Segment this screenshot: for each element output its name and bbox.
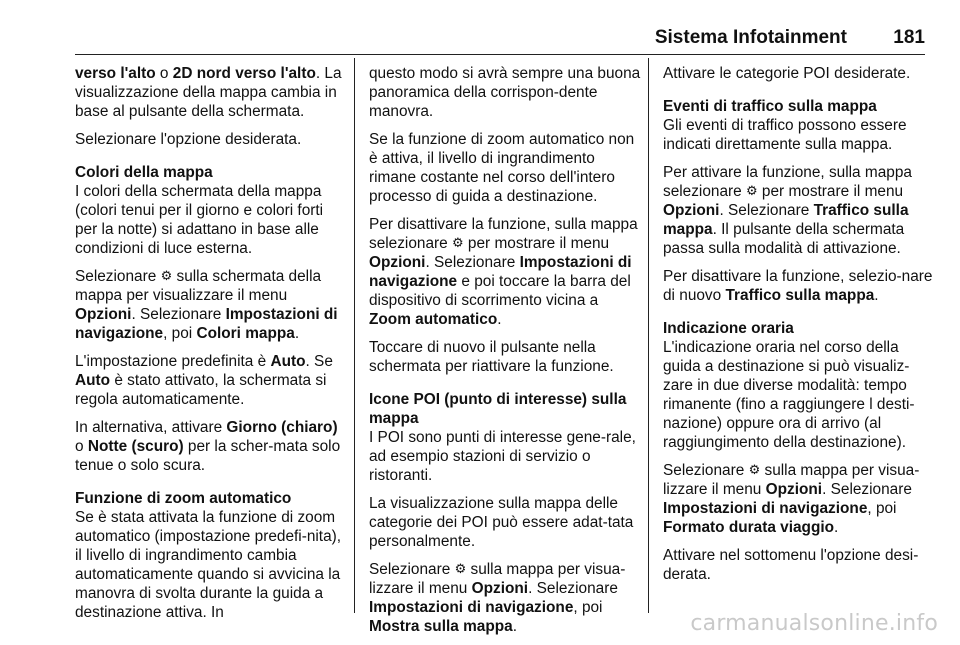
text: per mostrare il menu	[757, 183, 904, 200]
bold-term: Opzioni	[663, 202, 720, 219]
bold-term: Mostra sulla mappa	[369, 618, 513, 635]
text: Selezionare	[75, 268, 161, 285]
text: per la scher-mata solo tenue o solo scura.	[75, 438, 341, 474]
paragraph	[663, 267, 935, 305]
settings-icon: ⚙	[746, 183, 758, 198]
bold-term: Impostazioni di navigazione	[75, 306, 338, 342]
text: sulla schermata della mappa per visualizzare il menu	[75, 268, 322, 304]
text: e poi toccare la barra del dispositivo di scorrimento vicina a	[369, 273, 631, 309]
bold-term: Colori mappa	[196, 325, 295, 342]
bold-term: Impostazioni di navigazione	[369, 599, 574, 616]
bold-term: Impostazioni di navigazione	[369, 254, 632, 290]
bold-term: Notte (scuro)	[87, 438, 184, 455]
paragraph: questo modo si avrà sempre una buona panoramica della corrispon-dente manovra.	[369, 65, 641, 120]
text: . Selezionare	[528, 580, 618, 597]
text: .	[874, 287, 879, 304]
column-divider-1	[354, 58, 355, 613]
text: , poi	[573, 599, 603, 616]
paragraph	[75, 267, 347, 343]
settings-icon: ⚙	[748, 462, 761, 477]
text: Selezionare	[663, 462, 749, 479]
page-number: 181	[893, 27, 925, 48]
text-column-2	[369, 64, 641, 645]
bold-term: Traffico sulla mappa	[663, 202, 909, 238]
bold-term: Formato durata viaggio	[663, 519, 835, 536]
text: per mostrare il menu	[463, 235, 610, 252]
watermark: carmanualsonline.info	[690, 611, 938, 636]
text: o	[155, 65, 173, 82]
text: .	[834, 519, 839, 536]
paragraph: La visualizzazione sulla mappa delle categorie dei POI può essere adat-tata personalmente.	[369, 495, 634, 550]
section-heading-map-colors: Colori della mappa	[75, 164, 213, 181]
text: . Il pulsante della schermata passa sulla modalità di attivazione.	[663, 221, 905, 257]
paragraph: I POI sono punti di interesse gene-rale, ad esempio stazioni di servizio o ristoranti.	[369, 429, 636, 484]
column-divider-2	[648, 58, 649, 613]
header-rule	[75, 54, 925, 55]
text: .	[294, 325, 300, 342]
section-heading-auto-zoom: Funzione di zoom automatico	[75, 490, 292, 507]
text-column-1	[75, 64, 347, 631]
bold-term: Opzioni	[75, 306, 132, 323]
paragraph: Attivare le categorie POI desiderate.	[663, 65, 911, 82]
settings-icon: ⚙	[452, 235, 464, 250]
paragraph	[369, 560, 641, 636]
text: Selezionare	[369, 561, 455, 578]
bold-term: Auto	[75, 372, 111, 389]
paragraph	[75, 352, 347, 409]
text: . Selezionare	[425, 254, 520, 271]
text: .	[497, 311, 502, 328]
text: . Selezionare	[131, 306, 226, 323]
bold-term: Giorno (chiaro)	[226, 419, 338, 436]
text: o	[75, 438, 88, 455]
settings-icon: ⚙	[454, 561, 467, 576]
text: . La visualizzazione della mappa cambia in base al pulsante della schermata.	[75, 65, 342, 120]
bold-term: Impostazioni di navigazione	[663, 500, 868, 517]
section-heading-traffic-events: Eventi di traffico sulla mappa	[663, 98, 877, 115]
paragraph: Attivare nel sottomenu l'opzione desi-derata.	[663, 547, 919, 583]
paragraph: Gli eventi di traffico possono essere indicati direttamente sulla mappa.	[663, 117, 907, 153]
text: , poi	[163, 325, 197, 342]
text: sulla mappa per visua-lizzare il menu	[369, 561, 626, 597]
text: sulla mappa per visua-lizzare il menu	[663, 462, 920, 498]
bold-term: Opzioni	[369, 254, 426, 271]
text-column-3	[663, 64, 935, 593]
paragraph: Se la funzione di zoom automatico non è attiva, il livello di ingrandimento rimane costante nel corso dell'intero processo di guida a destinazione.	[369, 131, 635, 205]
bold-term: Auto	[270, 353, 306, 370]
paragraph: Selezionare l'opzione desiderata.	[75, 131, 302, 148]
page-header	[75, 22, 925, 50]
text: è stato attivato, la schermata si regola automaticamente.	[75, 372, 327, 408]
paragraph	[663, 461, 935, 537]
paragraph	[369, 215, 641, 329]
text: . Se	[305, 353, 333, 370]
settings-icon: ⚙	[160, 268, 173, 283]
section-title: Sistema Infotainment	[654, 27, 847, 48]
bold-term: Opzioni	[471, 580, 529, 597]
bold-term: verso l'alto	[75, 65, 156, 82]
text: Per disattivare la funzione, selezio-nare di nuovo	[663, 268, 933, 304]
paragraph	[75, 418, 347, 475]
text: Per disattivare la funzione, sulla mappa selezionare	[369, 216, 638, 252]
bold-term: Zoom automatico	[369, 311, 498, 328]
paragraph: L'indicazione oraria nel corso della guida a destinazione si può visualiz-zare in due diverse modalità: tempo rimanente (fino a raggiungere l desti-nazione) oppure ora di arrivo (al raggiungimento della destinazione).	[663, 339, 915, 451]
paragraph: Se è stata attivata la funzione di zoom automatico (impostazione predefi-nita), il livello di ingrandimento cambia automaticamente quando si avvicina la manovra di svolta durante la guida a destinazione attiva. In	[75, 509, 342, 621]
section-heading-time-display: Indicazione oraria	[663, 320, 794, 337]
paragraph: Toccare di nuovo il pulsante nella schermata per riattivare la funzione.	[369, 339, 614, 375]
bold-term: Opzioni	[765, 481, 823, 498]
text: .	[512, 618, 517, 635]
text: In alternativa, attivare	[75, 419, 227, 436]
paragraph: I colori della schermata della mappa (colori tenui per il giorno e colori forti per la notte) si adattano in base alle condizioni di luce esterna.	[75, 183, 324, 257]
bold-term: Traffico sulla mappa	[725, 287, 875, 304]
paragraph	[75, 64, 347, 121]
text: , poi	[867, 500, 897, 517]
text: . Selezionare	[822, 481, 912, 498]
text: . Selezionare	[719, 202, 814, 219]
text: Per attivare la funzione, sulla mappa selezionare	[663, 164, 912, 200]
text: L'impostazione predefinita è	[75, 353, 271, 370]
paragraph	[663, 163, 935, 258]
section-heading-poi-icons: Icone POI (punto di interesse) sulla mappa	[369, 391, 627, 427]
bold-term: 2D nord verso l'alto	[172, 65, 316, 82]
